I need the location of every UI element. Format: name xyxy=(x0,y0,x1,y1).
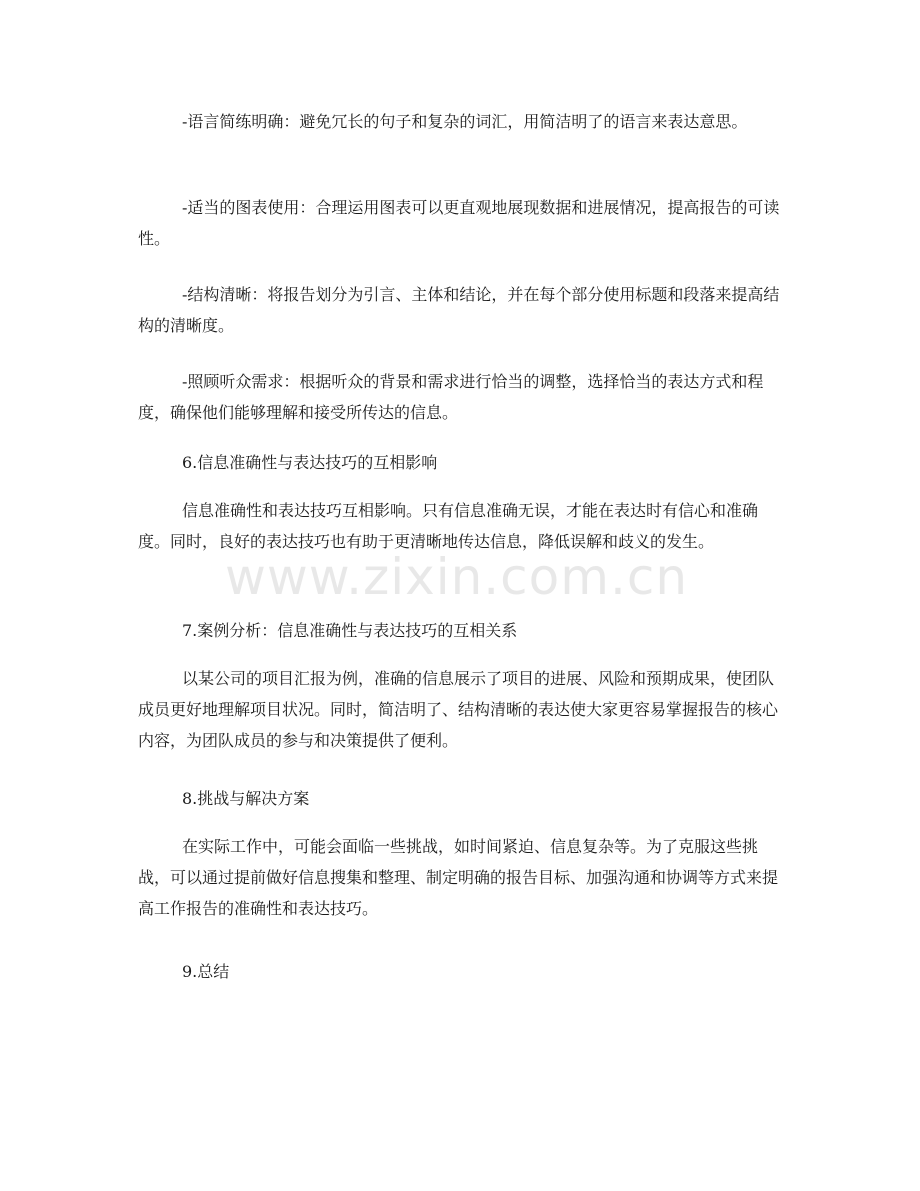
section-heading-7: 7.案例分析：信息准确性与表达技巧的互相关系 xyxy=(182,621,518,640)
section-heading-6: 6.信息准确性与表达技巧的互相影响 xyxy=(182,453,438,472)
paragraph-case-study: 以某公司的项目汇报为例，准确的信息展示了项目的进展、风险和预期成果，使团队成员更好地理解项目状况。同时，简洁明了、结构清晰的表达使大家更容易掌握报告的核心内容，为团队成员的参与和决策提供了便利。 xyxy=(138,669,779,750)
paragraph-clear-structure: -结构清晰：将报告划分为引言、主体和结论，并在每个部分使用标题和段落来提高结构的清晰度。 xyxy=(138,285,780,335)
section-heading-9: 9.总结 xyxy=(182,962,230,981)
paragraph-audience-needs: -照顾听众需求：根据听众的背景和需求进行恰当的调整，选择恰当的表达方式和程度，确保他们能够理解和接受所传达的信息。 xyxy=(138,372,764,422)
watermark: www.zixin.com.cn xyxy=(225,548,689,606)
paragraph-language-concise: -语言简练明确：避免冗长的句子和复杂的词汇，用简洁明了的语言来表达意思。 xyxy=(182,112,748,131)
paragraph-chart-usage: -适当的图表使用：合理运用图表可以更直观地展现数据和进展情况，提高报告的可读性。 xyxy=(138,198,780,248)
paragraph-challenges: 在实际工作中，可能会面临一些挑战，如时间紧迫、信息复杂等。为了克服这些挑战，可以通过提前做好信息搜集和整理、制定明确的报告目标、加强沟通和协调等方式来提高工作报告的准确性和表达技巧。 xyxy=(138,837,779,918)
paragraph-mutual-influence: 信息准确性和表达技巧互相影响。只有信息准确无误，才能在表达时有信心和准确度。同时，良好的表达技巧也有助于更清晰地传达信息，降低误解和歧义的发生。 xyxy=(138,501,759,551)
section-heading-8: 8.挑战与解决方案 xyxy=(182,789,310,808)
